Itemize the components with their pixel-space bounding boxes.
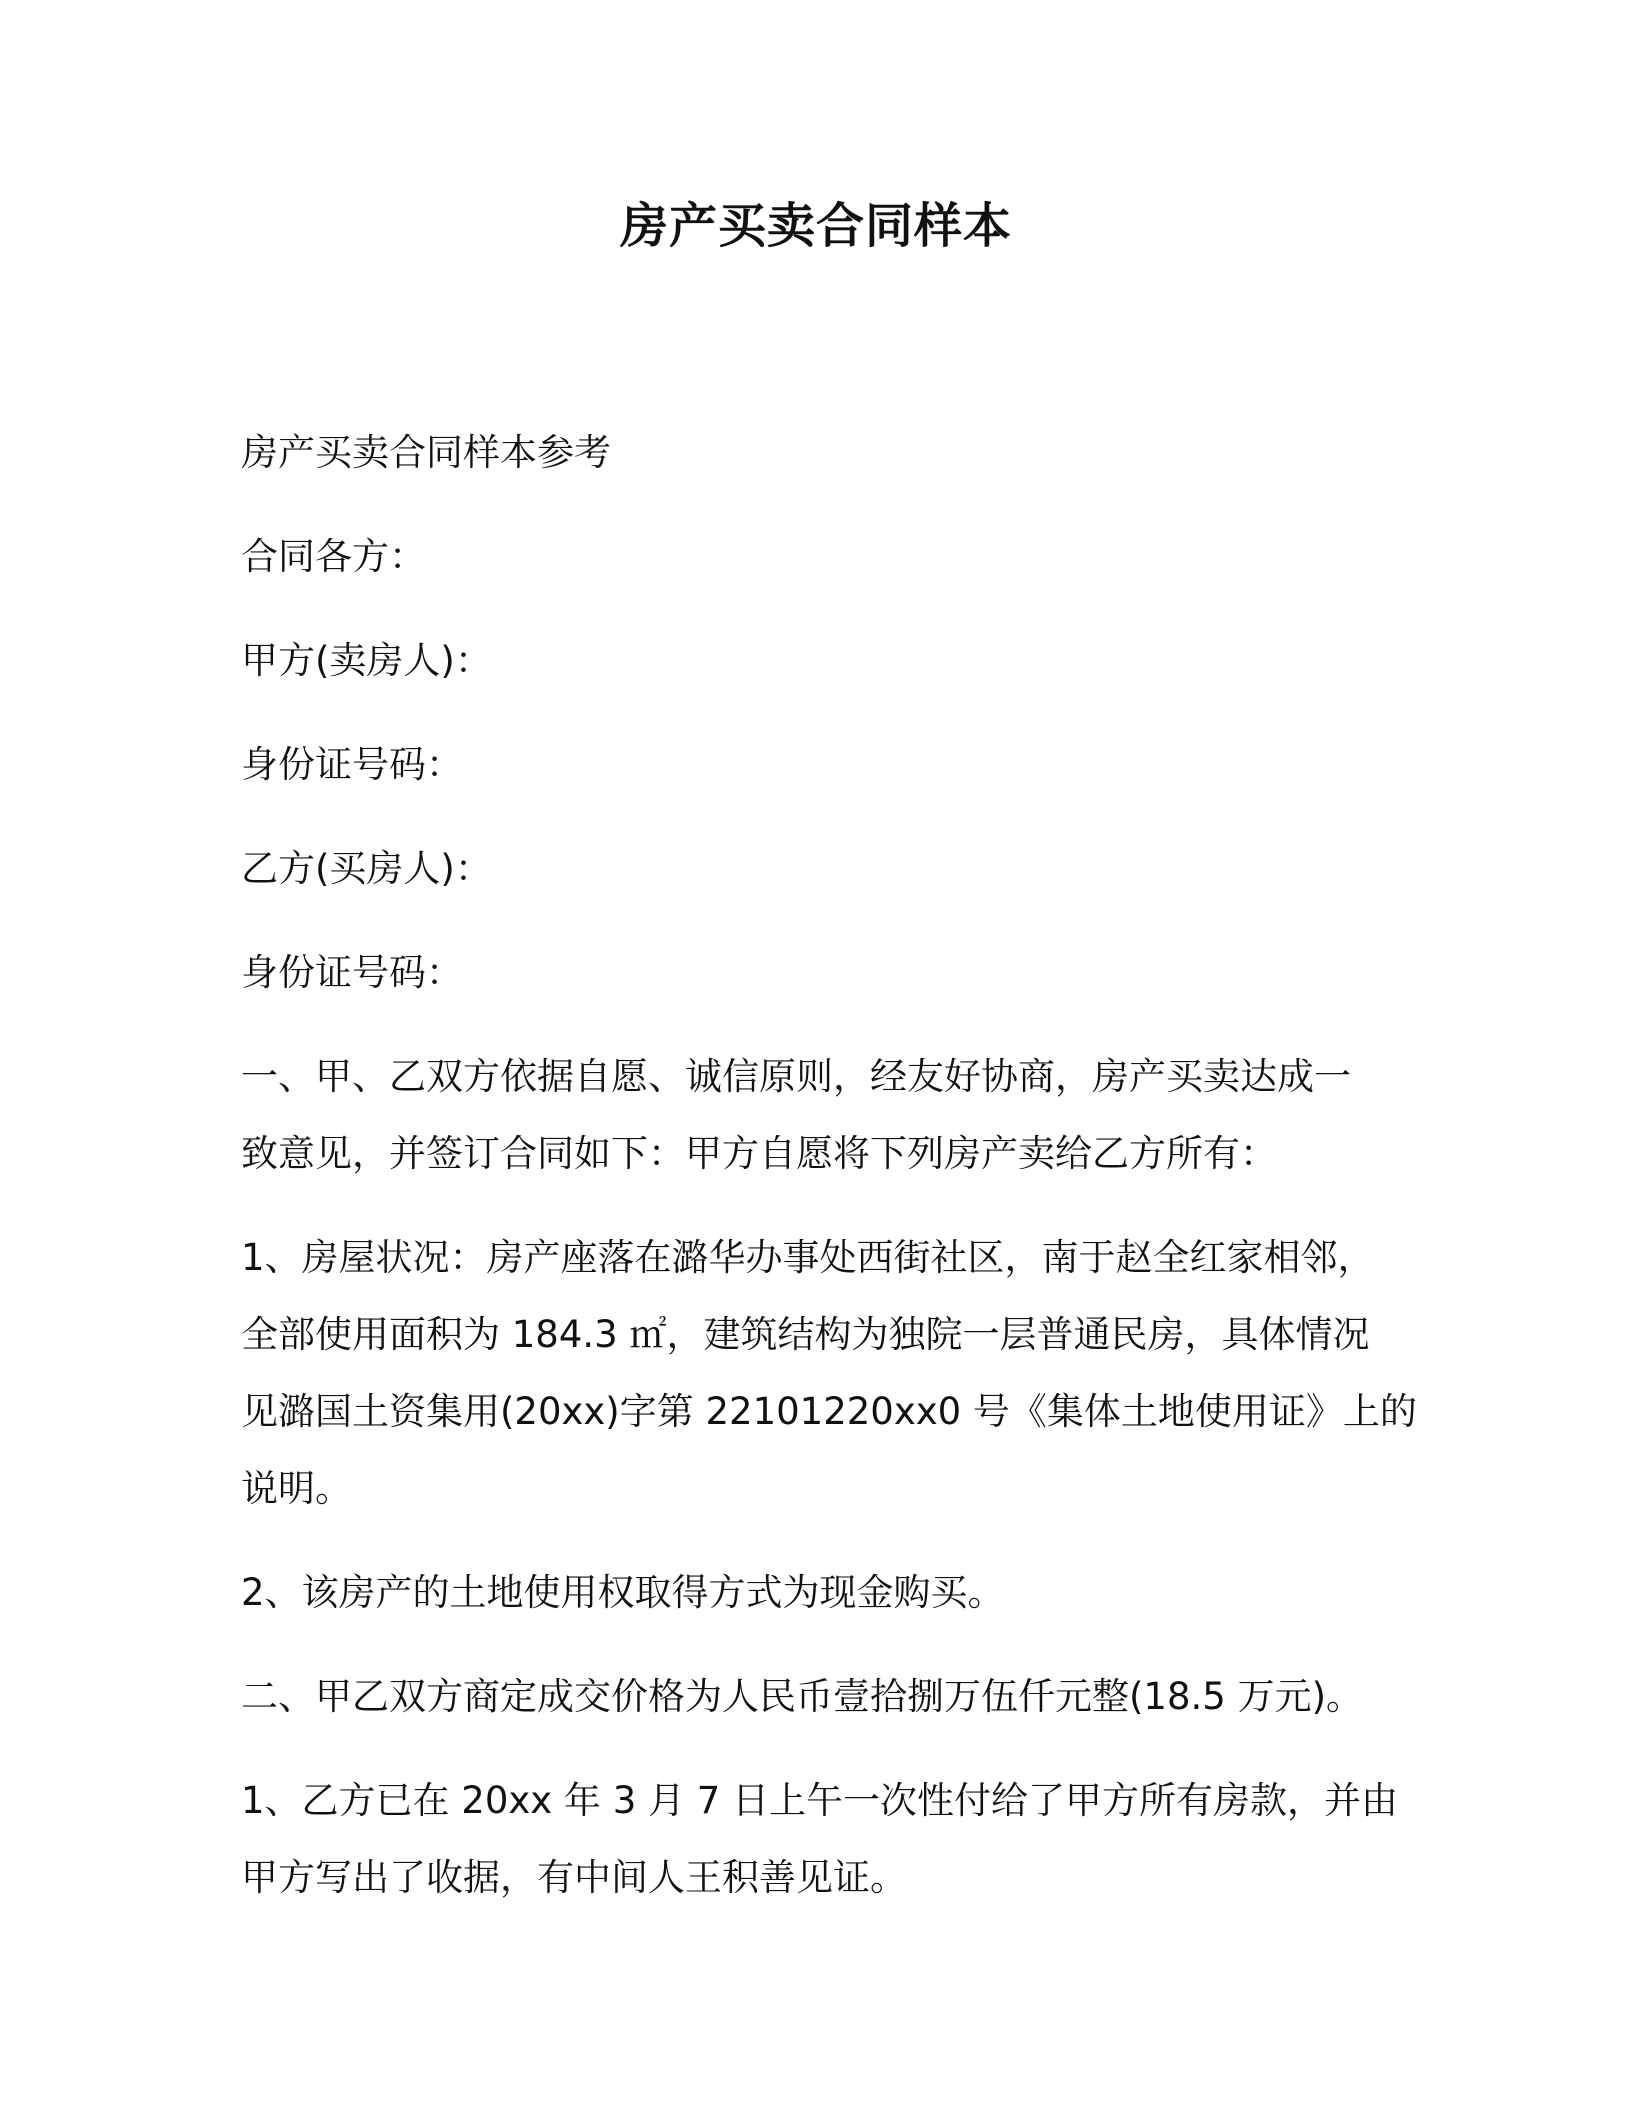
paragraph-clause-1 (241, 1038, 1401, 1192)
paragraph-land-use (241, 1554, 1401, 1631)
paragraph-line: 甲方写出了收据，有中间人王积善见证。 (241, 1856, 907, 1899)
paragraph-line: 2、该房产的土地使用权取得方式为现金购买。 (241, 1571, 1005, 1614)
paragraph-line: 说明。 (241, 1467, 352, 1510)
paragraph-line: 乙方(买房人)： (241, 847, 492, 890)
paragraph-line: 甲方(卖房人)： (241, 639, 492, 682)
paragraph-price (241, 1658, 1401, 1735)
paragraph-line: 一、甲、乙双方依据自愿、诚信原则，经友好协商，房产买卖达成一 (241, 1055, 1351, 1098)
paragraph-buyer (241, 830, 1401, 907)
paragraph-payment (241, 1762, 1401, 1916)
document-body (241, 414, 1417, 1943)
paragraph-seller-id (241, 726, 1401, 803)
paragraph-line: 全部使用面积为 184.3 ㎡，建筑结构为独院一层普通民房，具体情况 (241, 1313, 1370, 1356)
paragraph-buyer-id (241, 934, 1401, 1011)
document-title: 房产买卖合同样本 (619, 198, 1012, 254)
paragraph-line: 见潞国土资集用(20xx)字第 22101220xx0 号《集体土地使用证》上的 (241, 1390, 1417, 1433)
paragraph-line: 身份证号码： (241, 951, 463, 994)
paragraph-parties (241, 518, 1401, 595)
paragraph-line: 房产买卖合同样本参考 (241, 431, 611, 474)
paragraph-house-status (241, 1219, 1417, 1527)
paragraph-line: 二、甲乙双方商定成交价格为人民币壹拾捌万伍仟元整(18.5 万元)。 (241, 1675, 1364, 1718)
paragraph-reference (241, 414, 1401, 491)
paragraph-seller (241, 622, 1401, 699)
paragraph-line: 合同各方： (241, 535, 426, 578)
paragraph-line: 1、乙方已在 20xx 年 3 月 7 日上午一次性付给了甲方所有房款，并由 (241, 1779, 1399, 1822)
paragraph-line: 致意见，并签订合同如下：甲方自愿将下列房产卖给乙方所有： (241, 1132, 1277, 1175)
paragraph-line: 身份证号码： (241, 743, 463, 786)
paragraph-line: 1、房屋状况：房产座落在潞华办事处西街社区，南于赵全红家相邻， (241, 1236, 1375, 1279)
